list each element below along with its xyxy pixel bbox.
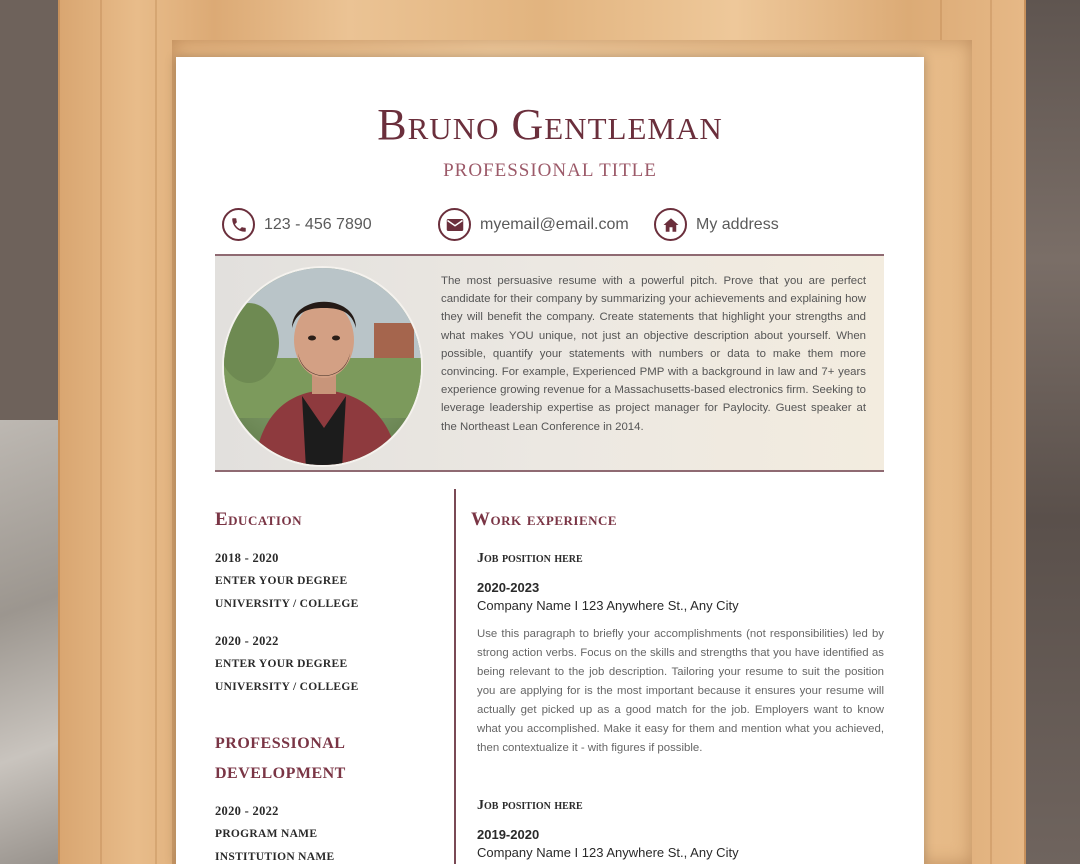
envelope-icon [438, 208, 471, 241]
job-1-dates: 2020-2023 [477, 580, 540, 595]
education-2-degree: ENTER YOUR DEGREE [215, 658, 348, 670]
phone-text: 123 - 456 7890 [264, 215, 372, 233]
education-1-school: UNIVERSITY / COLLEGE [215, 598, 359, 610]
resume-name: Bruno Gentleman [377, 100, 723, 149]
education-2-years: 2020 - 2022 [215, 634, 279, 648]
phone-icon [222, 208, 255, 241]
job-2-position: Job position here [477, 798, 583, 813]
email-text: myemail@email.com [480, 215, 629, 233]
contact-address [654, 208, 779, 241]
professional-development-heading-2: DEVELOPMENT [215, 765, 346, 782]
prodev-1-years: 2020 - 2022 [215, 804, 279, 818]
home-icon [654, 208, 687, 241]
job-1-position: Job position here [477, 551, 583, 566]
professional-development-heading-1: PROFESSIONAL [215, 735, 346, 752]
work-experience-heading: Work experience [471, 509, 618, 530]
column-divider [454, 489, 456, 864]
profile-photo [222, 266, 423, 467]
job-1-company: Company Name I 123 Anywhere St., Any City [477, 598, 739, 613]
resume-page [176, 57, 924, 864]
contact-email [438, 208, 629, 241]
job-2-dates: 2019-2020 [477, 827, 540, 842]
job-2-company: Company Name I 123 Anywhere St., Any City [477, 845, 739, 860]
professional-title: PROFESSIONAL TITLE [443, 160, 657, 181]
address-text: My address [696, 215, 779, 233]
job-1-description: Use this paragraph to briefly your accomplishments (not responsibilities) led by strong action verbs. Focus on the skills and strengths that you have identified as being relevant to the job description. Tailoring your resume to suit the position you are applying for is the most important because it ensures your resume will actually get picked up as a good match for the job. Employers want to know what you accomplished. Make it easy for them and mention what you achieved, then contextualize it - with figures if possible. [477, 628, 884, 754]
prodev-1-program: PROGRAM NAME [215, 828, 318, 840]
contact-phone [222, 208, 372, 241]
summary-section [215, 254, 884, 472]
education-2-school: UNIVERSITY / COLLEGE [215, 681, 359, 693]
prodev-1-institution: INSTITUTION NAME [215, 851, 335, 863]
education-1-degree: ENTER YOUR DEGREE [215, 575, 348, 587]
summary-text: The most persuasive resume with a powerful pitch. Prove that you are perfect candidate for their company by summarizing your achievements and explaining how they will benefit the company. Create statements that highlight your strengths and what makes YOU unique, not just an objective description about yourself. When possible, quantify your statements with numbers or data to make them more convincing. For example, Experienced PMP with a background in law and 7+ years experience growing revenue for a Massachusetts-based electronics firm. Seeking to leverage leadership expertise as project manager for Paylocity. Guest speaker at the Northeast Lean Conference in 2014. [441, 275, 866, 433]
education-heading: Education [215, 509, 302, 530]
education-1-years: 2018 - 2020 [215, 551, 279, 565]
